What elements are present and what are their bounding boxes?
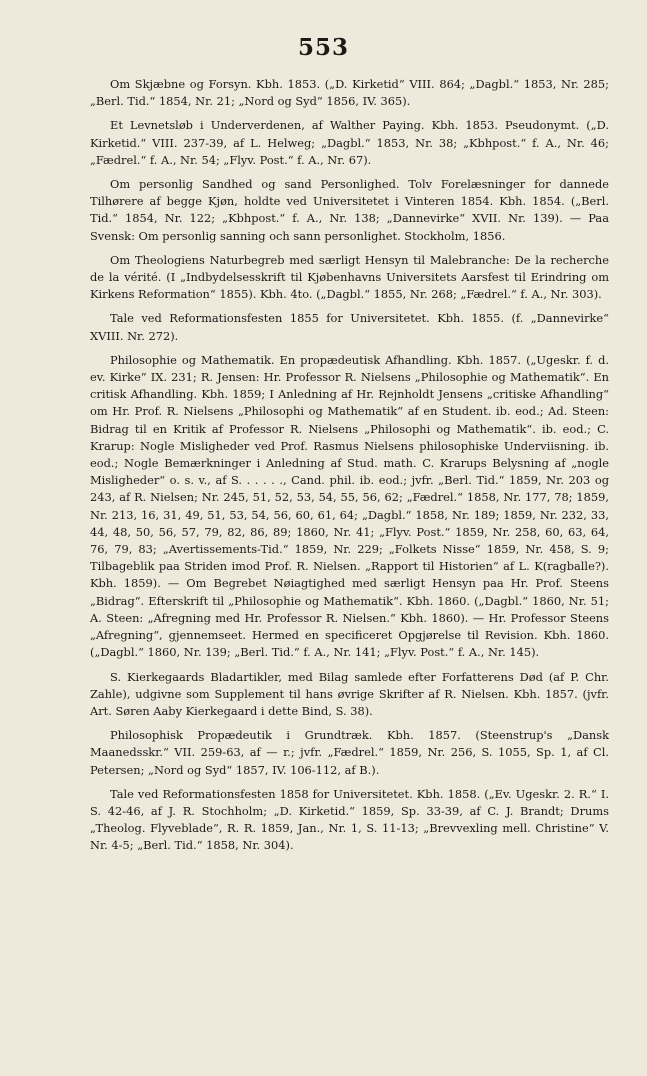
entry-philosophie-og-mathematik: [90, 352, 609, 662]
entry-text: Om personlig Sandhed og sand Personlighed. Tolv Forelæsninger for dannede Tilhørere af begge Kjøn, holdte ved Universitetet i Vinteren 1854. Kbh. 1854. („Berl. Tid.“ 1854, Nr. 122; „Kbhpost.“ f. A., Nr. 138; „Dannevirke“ XVII. Nr. 139). — Paa Svensk: Om personlig sanning och sann personlighet. Stockholm, 1856.: [90, 177, 609, 243]
entry-philosophisk-propaedeutik: [90, 727, 609, 779]
entry-text: Om Skjæbne og Forsyn. Kbh. 1853. („D. Kirketid“ VIII. 864; „Dagbl.“ 1853, Nr. 285; „Berl. Tid.“ 1854, Nr. 21; „Nord og Syd“ 1856, IV. 365).: [90, 77, 609, 109]
entry-text: Tale ved Reformationsfesten 1855 for Universitetet. Kbh. 1855. (f. „Dannevirke“ XVIII. Nr. 272).: [90, 311, 609, 343]
entry-text: S. Kierkegaards Bladartikler, med Bilag samlede efter Forfatterens Død (af P. Chr. Zahle), udgivne som Supplement til hans øvrige Skrifter af R. Nielsen. Kbh. 1857. (jvfr. Art. Søren Aaby Kierkegaard i dette Bind, S. 38).: [90, 669, 609, 718]
page-number: 553: [297, 34, 349, 61]
entry-reformationsfest-1855: [90, 310, 609, 344]
entry-text: Et Levnetsløb i Underverdenen, af Walther Paying. Kbh. 1853. Pseudonymt. („D. Kirketid.“ VIII. 237-39, af L. Helweg; „Dagbl.“ 1853, Nr. 38; „Kbhpost.“ f. A., Nr. 46; „Fædrel.“ f. A., Nr. 54; „Flyv. Post.“ f. A., Nr. 67).: [90, 118, 609, 167]
entry-text: Philosophisk Propædeutik i Grundtræk. Kbh. 1857. (Steenstrup's „Dansk Maanedsskr.“ VII. 259-63, af — r.; jvfr. „Fædrel.“ 1859, Nr. 256, S. 1055, Sp. 1, af Cl. Petersen; „Nord og Syd“ 1857, IV. 106-112, af B.).: [90, 728, 609, 777]
entry-reformationsfest-1858: [90, 786, 609, 855]
entry-text: Om Theologiens Naturbegreb med særligt Hensyn til Malebranche: De la recherche de la vérité. (I „Indbydelsesskrift til Kjøbenhavns Universitets Aarsfest til Erindring om Kirkens Reformation“ 1855). Kbh. 4to. („Dagbl.“ 1855, Nr. 268; „Fædrel.“ f. A., Nr. 303).: [90, 252, 609, 302]
entry-skjaebne-og-forsyn: [90, 76, 609, 110]
entry-personlig-sandhed: [90, 176, 609, 245]
entry-text: Tale ved Reformationsfesten 1858 for Universitetet. Kbh. 1858. („Ev. Ugeskr. 2. R.“ I. S. 42-46, af J. R. Stochholm; „D. Kirketid.“ 1859, Sp. 33-39, af C. J. Brandt; Drums „Theolog. Flyveblade“, R. R. 1859, Jan., Nr. 1, S. 11-13; „Brevvexling mell. Christine“ V. Nr. 4-5; „Berl. Tid.“ 1858, Nr. 304).: [90, 786, 609, 853]
bibliography-entries: [90, 76, 609, 862]
entry-kierkegaards-bladartikler: [90, 669, 609, 721]
entry-levnetslob: [90, 117, 609, 169]
entry-theologiens-naturbegreb: [90, 252, 609, 304]
entry-text: Philosophie og Mathematik. En propædeutisk Afhandling. Kbh. 1857. („Ugeskr. f. d. ev. Kirke“ IX. 231; R. Jensen: Hr. Professor R. Nielsens „Philosophie og Mathematik“. En critisk Afhandling. Kbh. 1859; I Anledning af Hr. Rejnholdt Jensens „critiske Afhandling“ om Hr. Prof. R. Nielsens „Philosophi og Mathematik“ af en Student. ib. eod.; Ad. Steen: Bidrag til en Kritik af Professor R. Nielsens „Philosophi og Mathematik“. ib. eod.; C. Krarup: Nogle Misligheder ved Prof. Rasmus Nielsens philosophiske Underviisning. ib. eod.; Nogle Bemærkninger i Anledning af Stud. math. C. Krarups Belysning af „nogle Misligheder“ o. s. v., af S. . . . . ., Cand. phil. ib. eod.; jvfr. „Berl. Tid.“ 1859, Nr. 203 og 243, af R. Nielsen; Nr. 245, 51, 52, 53, 54, 55, 56, 62; „Fædrel.“ 1858, Nr. 177, 78; 1859, Nr. 213, 16, 31, 49, 51, 53, 54, 56, 60, 61, 64; „Dagbl.“ 1858, Nr. 189; 1859, Nr. 232, 33, 44, 48, 50, 56, 57, 79, 82, 86, 89; 1860, Nr. 41; „Flyv. Post.“ 1859, Nr. 258, 60, 63, 64, 76, 79, 83; „Avertissements-Tid.“ 1859, Nr. 229; „Folkets Nisse“ 1859, Nr. 458, S. 9; Tilbageblik paa Striden imod Prof. R. Nielsen. „Rapport til Historien“ af L. K(ragballe?). Kbh. 1859). — Om Begrebet Nøiagtighed med særligt Hensyn paa Hr. Prof. Steens „Bidrag“. Efterskrift til „Philosophie og Mathematik“. Kbh. 1860. („Dagbl.“ 1860, Nr. 51; A. Steen: „Afregning med Hr. Professor R. Nielsen.“ Kbh. 1860). — Hr. Professor Steens „Afregning“, gjennemseet. Hermed en specificeret Opgjørelse til Revision. Kbh. 1860. („Dagbl.“ 1860, Nr. 139; „Berl. Tid.“ f. A., Nr. 141; „Flyv. Post.“ f. A., Nr. 145).: [90, 352, 609, 660]
